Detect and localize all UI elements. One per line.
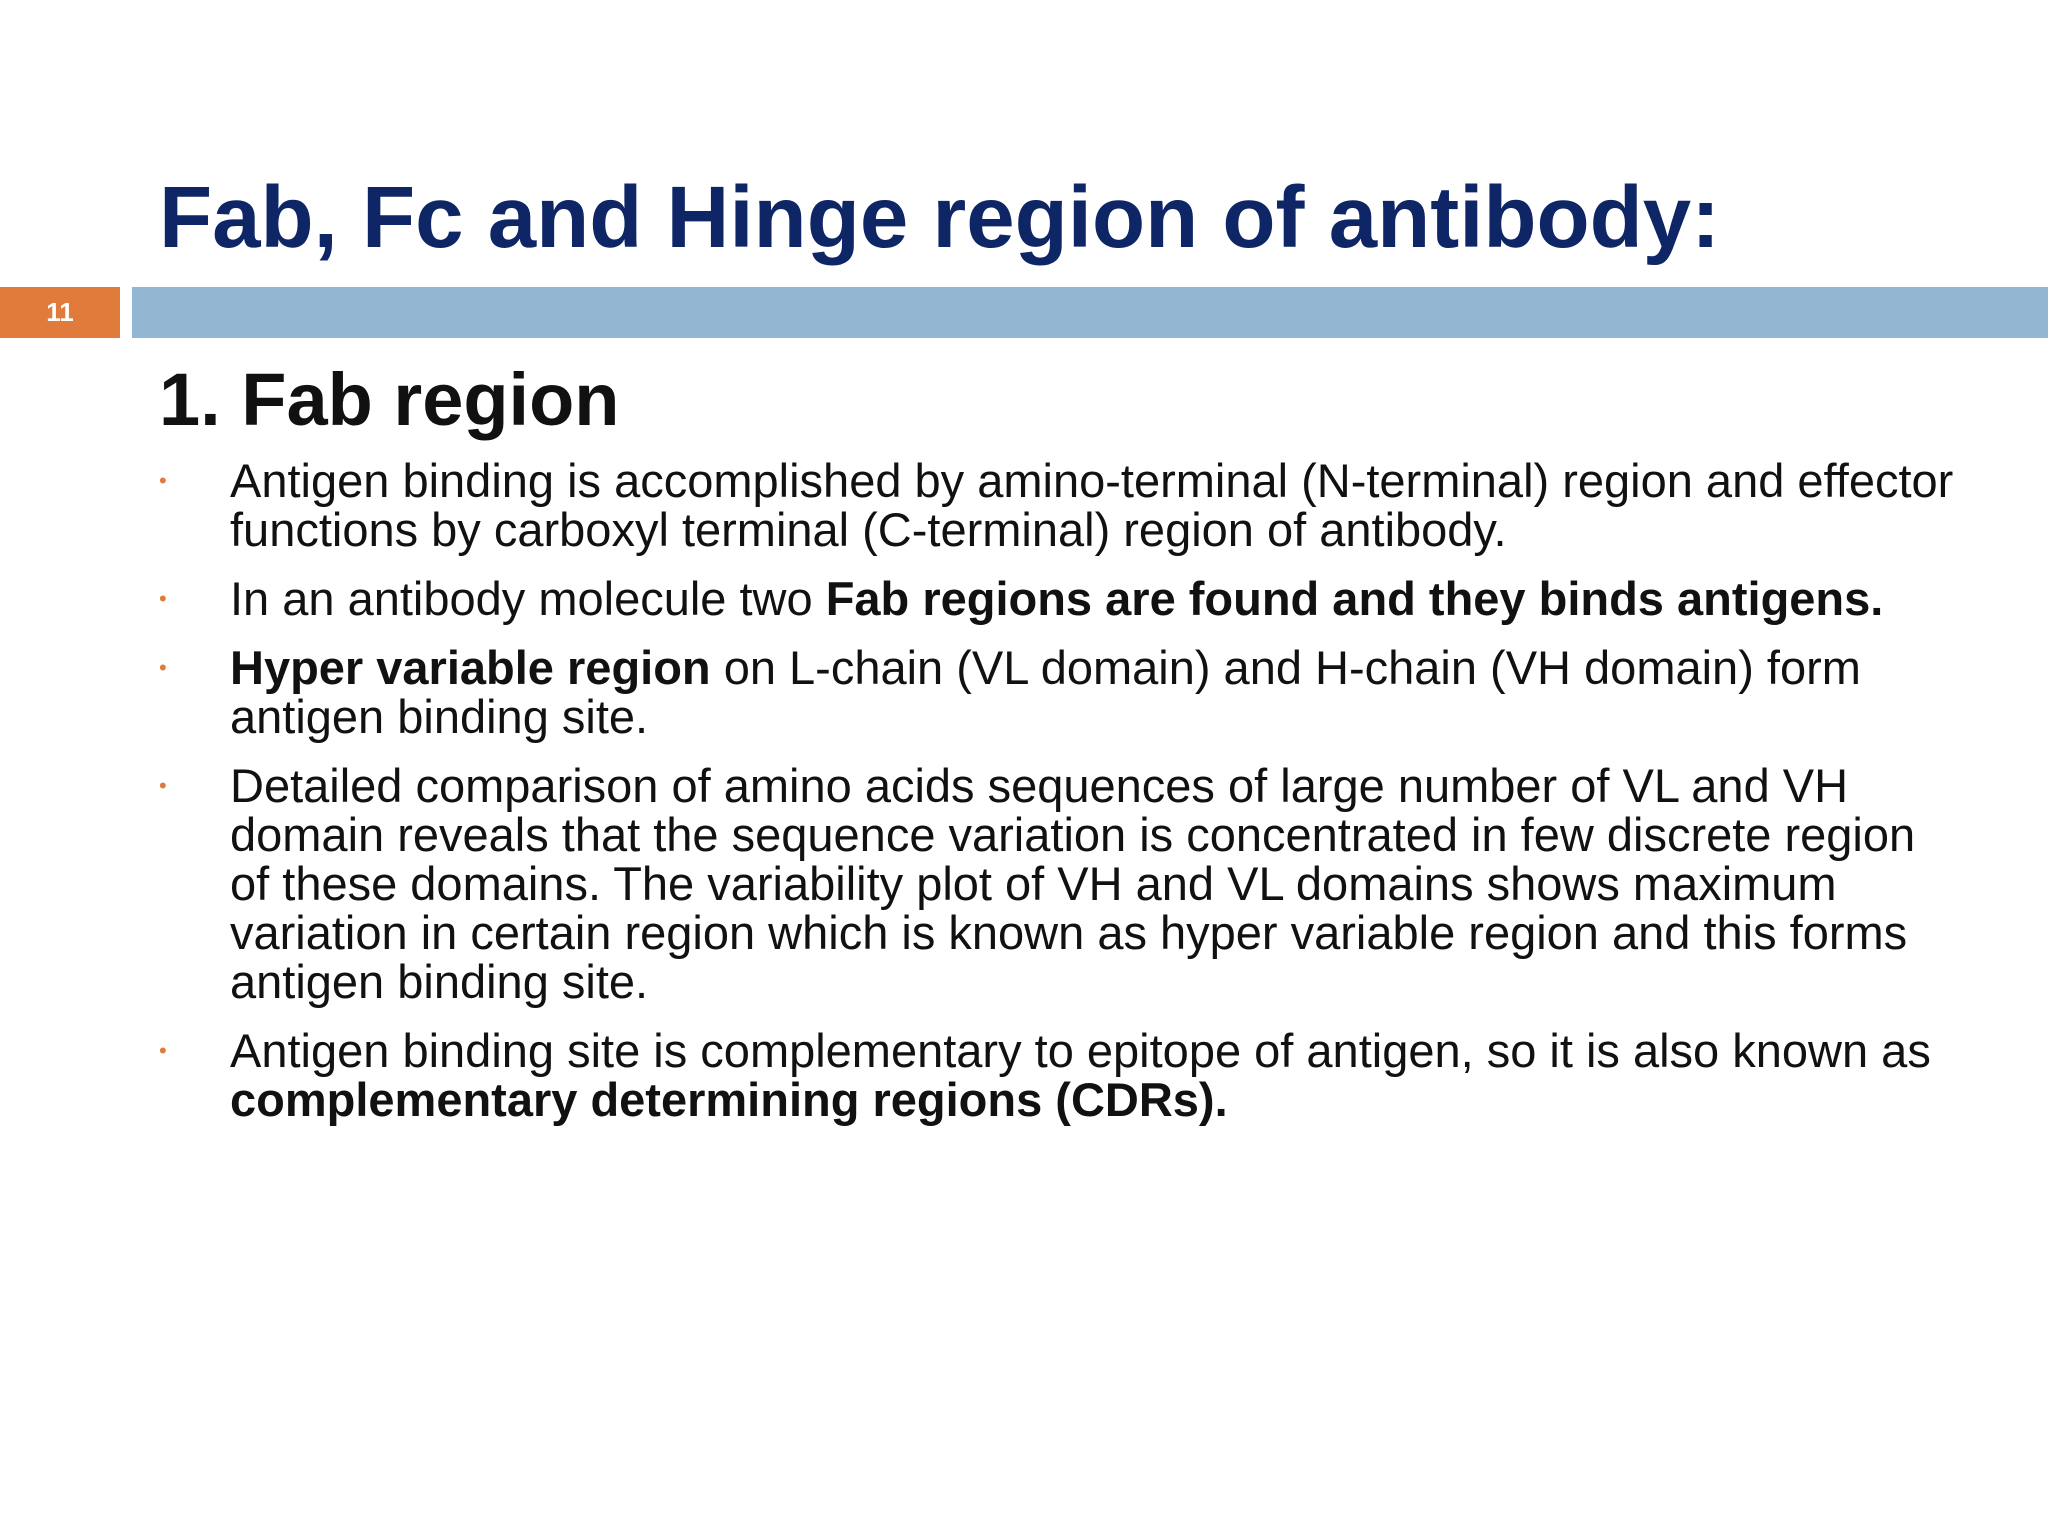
- section-heading: 1. Fab region: [159, 358, 620, 441]
- bullet-item-cdrs: [159, 1026, 1959, 1124]
- bullet-icon: •: [159, 1038, 167, 1063]
- bullet-text: Detailed comparison of amino acids sequences of large number of VL and VH domain reveals that the sequence variation is concentrated in few discrete region of these domains. The variability plot of VH and VL domains shows maximum variation in certain region which is known as hyper variable region and this forms antigen binding site.: [230, 759, 1916, 1008]
- bullet-item-antigen-binding: [159, 456, 1959, 554]
- bullet-bold-text: Fab regions are found and they binds antigens.: [825, 572, 1884, 625]
- bullet-text: on L-chain (VL domain) and H-chain (VH domain) form antigen binding site.: [230, 641, 1861, 743]
- bullet-icon: •: [159, 586, 167, 611]
- bullet-text: Antigen binding is accomplished by amino-terminal (N-terminal) region and effector functions by carboxyl terminal (C-terminal) region of antibody.: [230, 454, 1954, 556]
- slide-number-badge: 11: [0, 287, 120, 338]
- slide-title: Fab, Fc and Hinge region of antibody:: [159, 169, 1721, 266]
- bullet-bold-text: Hyper variable region: [230, 641, 711, 694]
- bullet-bold-text: complementary determining regions (CDRs).: [230, 1073, 1228, 1126]
- bullet-icon: •: [159, 773, 167, 798]
- bullet-text: Antigen binding site is complementary to epitope of antigen, so it is also known as: [230, 1024, 1931, 1077]
- bullet-list: [159, 456, 1959, 1144]
- bullet-item-hyper-variable: [159, 643, 1959, 741]
- title-underline-bar: [132, 287, 2048, 338]
- bullet-icon: •: [159, 655, 167, 680]
- bullet-item-fab-regions: [159, 574, 1959, 623]
- bullet-text: In an antibody molecule two: [230, 572, 826, 625]
- bullet-icon: •: [159, 468, 167, 493]
- bullet-item-sequence-comparison: [159, 761, 1959, 1006]
